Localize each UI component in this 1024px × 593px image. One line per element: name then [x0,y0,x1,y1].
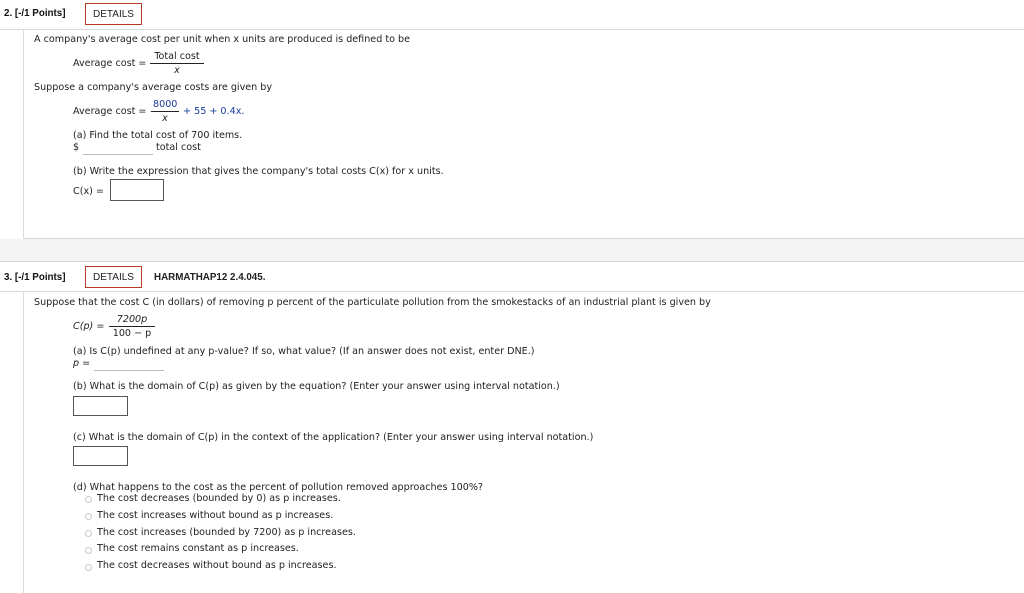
fraction-denominator: 100 − p [112,328,152,339]
question-2-intro: A company's average cost per unit when x units are produced is defined to be [34,34,411,45]
divider [0,261,1024,262]
option-label-2[interactable]: The cost increases without bound as p increases. [97,510,334,521]
divider [0,291,1024,292]
cost-fraction [151,99,179,124]
average-cost-label-2: Average cost = [73,106,147,117]
fraction-numerator: 7200p [109,314,155,327]
p-label: p = [73,358,91,369]
fraction-denominator: x [162,113,168,124]
average-cost-fraction [150,51,204,76]
p-value-input[interactable] [94,356,164,371]
cx-label: C(x) = [73,186,104,197]
part-b-prompt: (b) What is the domain of C(p) as given by the equation? (Enter your answer using interval notation.) [73,381,560,392]
option-label-4[interactable]: The cost remains constant as p increases. [97,543,299,554]
option-label-5[interactable]: The cost decreases without bound as p increases. [97,560,337,571]
option-label-1[interactable]: The cost decreases (bounded by 0) as p increases. [97,493,341,504]
fraction-numerator: Total cost [150,51,204,64]
fraction-denominator: x [174,65,180,76]
radio-option-2[interactable] [85,513,92,520]
fraction-numerator: 8000 [153,99,178,110]
average-cost-label: Average cost = [73,58,147,69]
question-3-intro: Suppose that the cost C (in dollars) of removing p percent of the particulate pollution from the smokestacks of an industrial plant is given by [34,297,711,308]
divider [0,29,1024,30]
divider [23,292,24,593]
question-3-details-button[interactable]: DETAILS [85,266,142,288]
divider [23,30,24,238]
total-cost-input[interactable] [83,140,153,155]
part-c-prompt: (c) What is the domain of C(p) in the context of the application? (Enter your answer using interval notation.) [73,432,594,443]
part-b-prompt: (b) Write the expression that gives the company's total costs C(x) for x units. [73,166,444,177]
radio-option-3[interactable] [85,530,92,537]
radio-option-4[interactable] [85,547,92,554]
question-code: HARMATHAP12 2.4.045. [154,272,266,283]
question-2-suppose: Suppose a company's average costs are given by [34,82,273,93]
option-label-3[interactable]: The cost increases (bounded by 7200) as p increases. [97,527,356,538]
question-2-details-button[interactable]: DETAILS [85,3,142,25]
part-a-prompt: (a) Find the total cost of 700 items. [73,130,243,141]
question-2-points: 2. [-/1 Points] [4,8,66,19]
cx-expression-input[interactable] [110,179,164,201]
radio-option-1[interactable] [85,496,92,503]
part-d-prompt: (d) What happens to the cost as the percent of pollution removed approaches 100%? [73,482,484,493]
domain-context-input[interactable] [73,446,128,466]
question-3-points: 3. [-/1 Points] [4,272,66,283]
currency-symbol: $ [73,142,80,153]
cp-label: C(p) = [73,321,105,332]
cost-fraction-tail: + 55 + 0.4x. [183,106,245,117]
cost-function-fraction [109,314,155,339]
question-separator [0,239,1024,261]
total-cost-unit: total cost [156,142,201,153]
part-a-prompt: (a) Is C(p) undefined at any p-value? If so, what value? (If an answer does not exist, enter DNE.) [73,346,535,357]
domain-equation-input[interactable] [73,396,128,416]
radio-option-5[interactable] [85,564,92,571]
